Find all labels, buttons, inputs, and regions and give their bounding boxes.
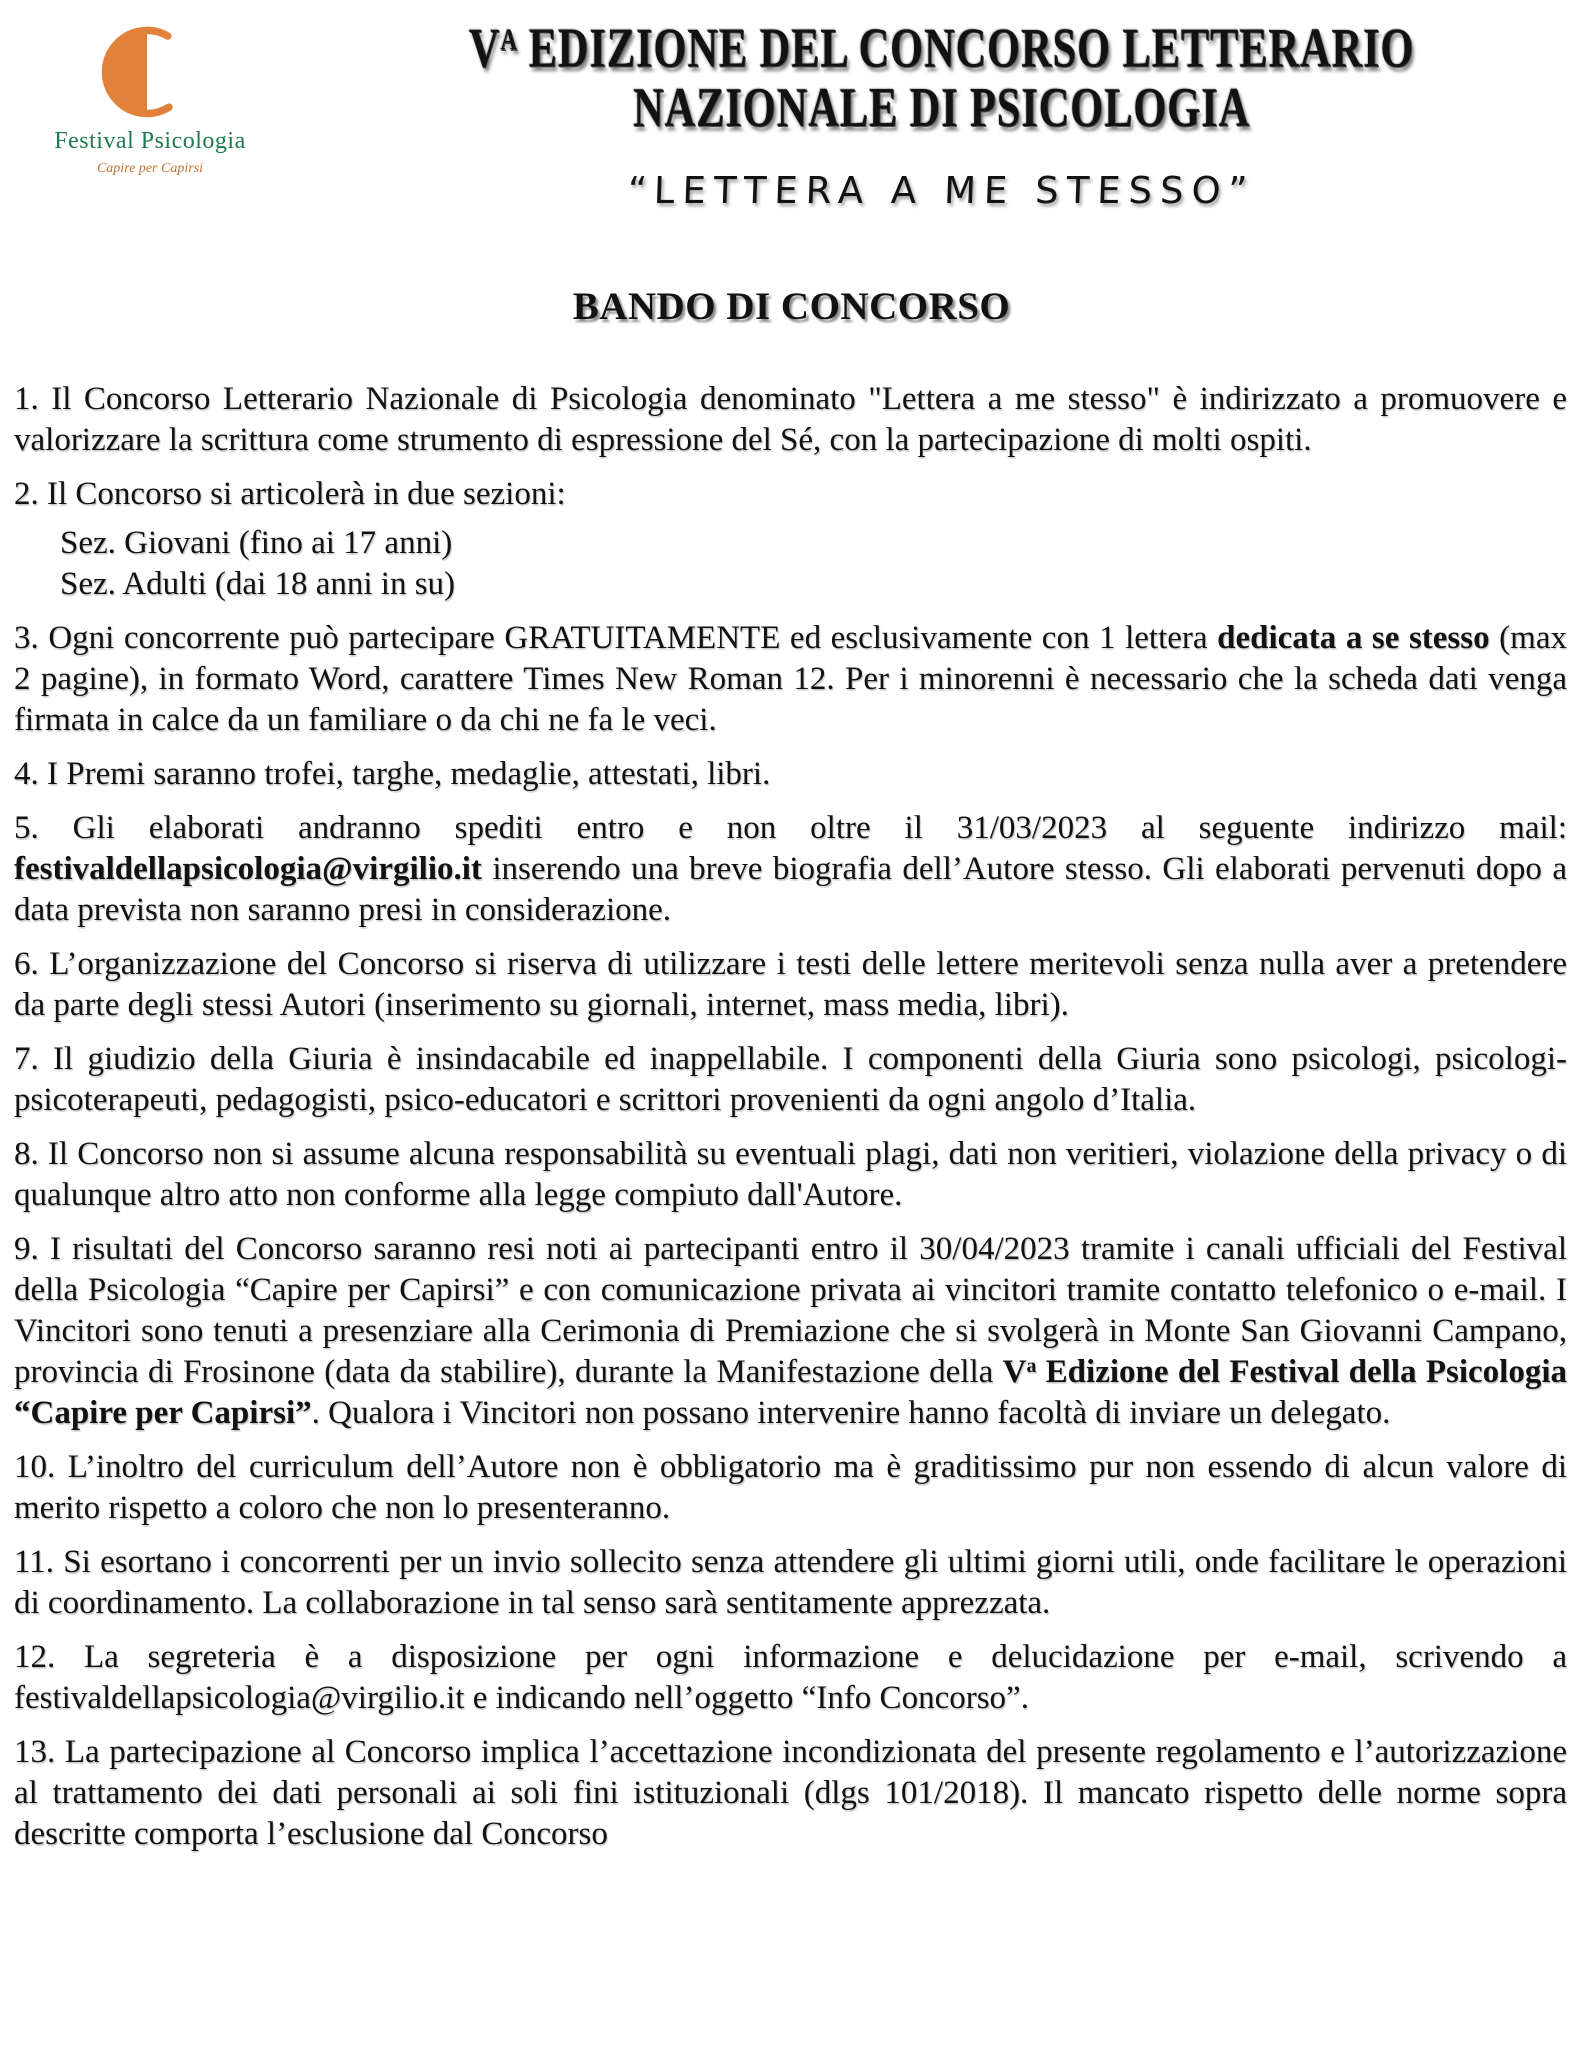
header bbox=[0, 0, 1583, 218]
paragraph-bold-text: a bbox=[1026, 1355, 1037, 1378]
paragraph-bold-text: V bbox=[1002, 1354, 1027, 1390]
paragraph-text: (max 2 pagine), in formato Word, carattere Times New Roman 12. Per i minorenni è necessario che la scheda dati venga firmata in calce da un familiare o da chi ne fa le veci. bbox=[14, 620, 1567, 738]
paragraph bbox=[14, 808, 1567, 931]
paragraph bbox=[14, 1039, 1567, 1121]
logo-tagline: Capire per Capirsi bbox=[96, 161, 204, 176]
title-line-2: NAZIONALE DI PSICOLOGIA bbox=[632, 75, 1251, 139]
paragraph bbox=[14, 754, 1567, 795]
logo-name: Festival Psicologia bbox=[54, 128, 246, 154]
paragraph bbox=[14, 564, 1567, 605]
paragraph-text: 1. Il Concorso Letterario Nazionale di Psicologia denominato "Lettera a me stesso" è indirizzato a promuovere e valorizzare la scrittura come strumento di espressione del Sé, con la partecipazione di molti ospiti. bbox=[14, 381, 1567, 458]
document-heading: BANDO DI CONCORSO bbox=[572, 285, 1011, 328]
paragraph-text: 5. Gli elaborati andranno spediti entro e non oltre il 31/03/2023 al seguente indirizzo mail: bbox=[14, 810, 1567, 846]
paragraph bbox=[14, 1542, 1567, 1624]
logo-c-icon bbox=[100, 22, 200, 122]
paragraph-bold-text: dedicata a se stesso bbox=[1217, 620, 1490, 656]
paragraph-text: 8. Il Concorso non si assume alcuna responsabilità su eventuali plagi, dati non veritieri, violazione della privacy o di qualunque altro atto non conforme alla legge compiuto dall'Autore. bbox=[14, 1136, 1567, 1213]
paragraph bbox=[14, 379, 1567, 461]
paragraph-text: 3. Ogni concorrente può partecipare GRATUITAMENTE ed esclusivamente con 1 lettera bbox=[14, 620, 1218, 656]
paragraph-bold-text: Edizione del Festival della Psicologia “Capire per Capirsi” bbox=[14, 1354, 1567, 1431]
paragraph bbox=[14, 944, 1567, 1026]
paragraph-text: 6. L’organizzazione del Concorso si riserva di utilizzare i testi delle lettere meritevoli senza nulla aver a pretendere da parte degli stessi Autori (inserimento su giornali, internet, mass media, libri). bbox=[14, 946, 1567, 1023]
paragraph-text: 11. Si esortano i concorrenti per un invio sollecito senza attendere gli ultimi giorni utili, onde facilitare le operazioni di coordinamento. La collaborazione in tal senso sarà sentitamente apprezzata. bbox=[14, 1544, 1567, 1621]
paragraph bbox=[14, 1134, 1567, 1216]
paragraph-text: 9. I risultati del Concorso saranno resi noti ai partecipanti entro il 30/04/2023 tramite i canali ufficiali del Festival della Psicologia “Capire per Capirsi” e con comunicazione privata ai vincitori tramite contatto telefonico o e-mail. I Vincitori sono tenuti a presenziare alla Cerimonia di Premiazione che si svolgerà in Monte San Giovanni Campano, provincia di Frosinone (data da stabilire), durante la Manifestazione della bbox=[14, 1231, 1567, 1390]
paragraph-text: 13. La partecipazione al Concorso implica l’accettazione incondizionata del presente regolamento e l’autorizzazione al trattamento dei dati personali ai soli fini istituzionali (dlgs 101/2018). Il mancato rispetto delle norme sopra descritte comporta l’esclusione dal Concorso bbox=[14, 1734, 1567, 1852]
paragraph-text: 2. Il Concorso si articolerà in due sezioni: bbox=[14, 476, 566, 512]
paragraph bbox=[14, 1447, 1567, 1529]
paragraphs bbox=[14, 379, 1567, 1855]
paragraph-text: 12. La segreteria è a disposizione per ogni informazione e delucidazione per e-mail, scrivendo a festivaldellapsicologia@virgilio.it e indicando nell’oggetto “Info Concorso”. bbox=[14, 1639, 1567, 1716]
paragraph-text: Sez. Adulti (dai 18 anni in su) bbox=[60, 566, 456, 602]
paragraph-text: Sez. Giovani (fino ai 17 anni) bbox=[60, 525, 453, 561]
paragraph bbox=[14, 618, 1567, 741]
paragraph-text: 4. I Premi saranno trofei, targhe, medaglie, attestati, libri. bbox=[14, 756, 771, 792]
contest-subtitle: “LETTERA A ME STESSO” bbox=[627, 169, 1256, 213]
paragraph-text: 10. L’inoltro del curriculum dell’Autore non è obbligatorio ma è graditissimo pur non essendo di alcun valore di merito rispetto a coloro che non lo presenteranno. bbox=[14, 1449, 1567, 1526]
festival-psicologia-logo bbox=[28, 22, 272, 177]
paragraph-text: inserendo una breve biografia dell’Autore stesso. Gli elaborati pervenuti dopo a data prevista non saranno presi in considerazione. bbox=[14, 851, 1567, 928]
paragraph-text: . Qualora i Vincitori non possano intervenire hanno facoltà di inviare un delegato. bbox=[311, 1395, 1391, 1431]
paragraph-bold-text: festivaldellapsicologia@virgilio.it bbox=[14, 851, 482, 887]
paragraph bbox=[14, 523, 1567, 564]
paragraph bbox=[14, 1637, 1567, 1719]
title-line-1: $V^A$ EDIZIONE DEL CONCORSO LETTERARIO bbox=[468, 16, 1415, 79]
paragraph-text: 7. Il giudizio della Giuria è insindacabile ed inappellabile. I componenti della Giuria sono psicologi, psicologi-psicoterapeuti, pedagogisti, psico-educatori e scrittori provenienti da ogni angolo d’Italia. bbox=[14, 1041, 1567, 1118]
document-main bbox=[0, 284, 1583, 1855]
paragraph bbox=[14, 1732, 1567, 1855]
page-title bbox=[300, 10, 1583, 137]
title-block bbox=[300, 0, 1583, 212]
title-superscript: A bbox=[500, 21, 518, 57]
paragraph bbox=[14, 474, 1567, 515]
paragraph bbox=[14, 1229, 1567, 1434]
